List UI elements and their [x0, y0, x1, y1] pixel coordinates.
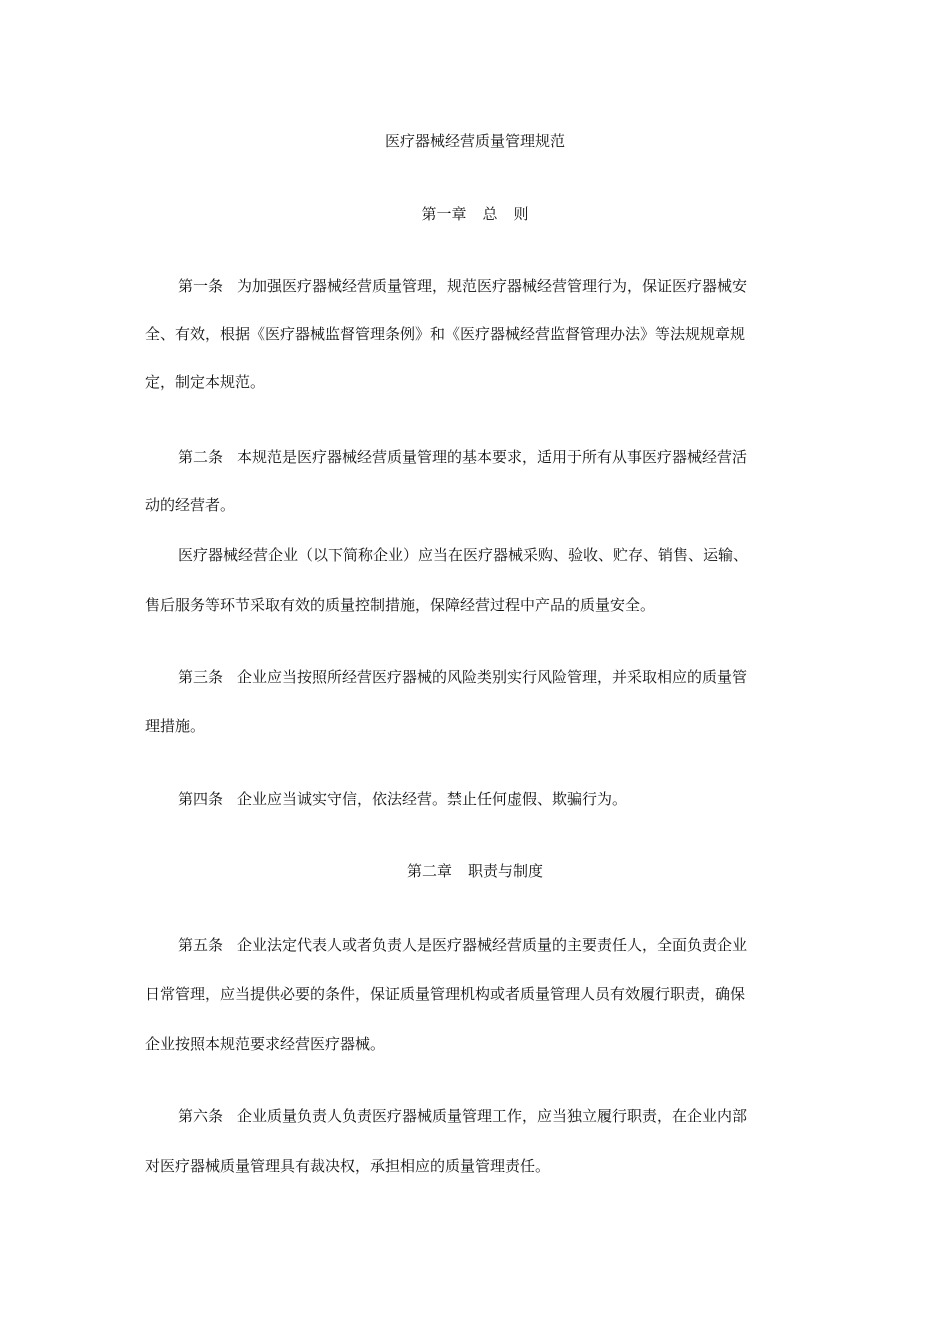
article-label: 第四条 [178, 790, 224, 808]
article-text: 本规范是医疗器械经营质量管理的基本要求，适用于所有从事医疗器械经营活 [237, 448, 748, 466]
article-line: 日常管理，应当提供必要的条件，保证质量管理机构或者质量管理人员有效履行职责，确保 [145, 985, 746, 1003]
article-line: 定，制定本规范。 [145, 373, 266, 391]
article-first-line [178, 935, 747, 955]
chapter-name-part: 则 [513, 205, 529, 223]
article-first-line [178, 447, 747, 467]
article-label: 第三条 [178, 668, 224, 686]
article-line: 动的经营者。 [145, 496, 236, 514]
chapter-heading [0, 861, 950, 881]
article-text: 企业应当诚实守信，依法经营。禁止任何虚假、欺骗行为。 [237, 790, 628, 808]
article-text: 企业应当按照所经营医疗器械的风险类别实行风险管理，并采取相应的质量管 [237, 668, 748, 686]
article-first-line [178, 276, 747, 296]
article-text: 为加强医疗器械经营质量管理，规范医疗器械经营管理行为，保证医疗器械安 [237, 277, 748, 295]
article-text: 企业质量负责人负责医疗器械质量管理工作，应当独立履行职责，在企业内部 [237, 1107, 748, 1125]
article-text: 企业法定代表人或者负责人是医疗器械经营质量的主要责任人，全面负责企业 [237, 936, 748, 954]
chapter-label: 第一章 [421, 205, 467, 223]
article-line: 对医疗器械质量管理具有裁决权，承担相应的质量管理责任。 [145, 1157, 551, 1175]
chapter-label: 第二章 [406, 862, 452, 880]
article-label: 第二条 [178, 448, 224, 466]
article-first-line [178, 1106, 747, 1126]
article-line: 售后服务等环节采取有效的质量控制措施，保障经营过程中产品的质量安全。 [145, 596, 656, 614]
chapter-name-part: 总 [482, 205, 498, 223]
article-label: 第一条 [178, 277, 224, 295]
chapter-heading [0, 204, 950, 224]
article-line: 理措施。 [145, 717, 206, 735]
document-title: 医疗器械经营质量管理规范 [384, 132, 565, 150]
article-label: 第五条 [178, 936, 224, 954]
article-label: 第六条 [178, 1107, 224, 1125]
article-first-line [178, 789, 627, 809]
chapter-name: 职责与制度 [468, 862, 544, 880]
article-first-line [178, 667, 747, 687]
article-paragraph-line: 医疗器械经营企业（以下简称企业）应当在医疗器械采购、验收、贮存、销售、运输、 [178, 546, 749, 564]
article-line: 企业按照本规范要求经营医疗器械。 [145, 1035, 386, 1053]
article-line: 全、有效，根据《医疗器械监督管理条例》和《医疗器械经营监督管理办法》等法规规章规 [145, 325, 746, 343]
